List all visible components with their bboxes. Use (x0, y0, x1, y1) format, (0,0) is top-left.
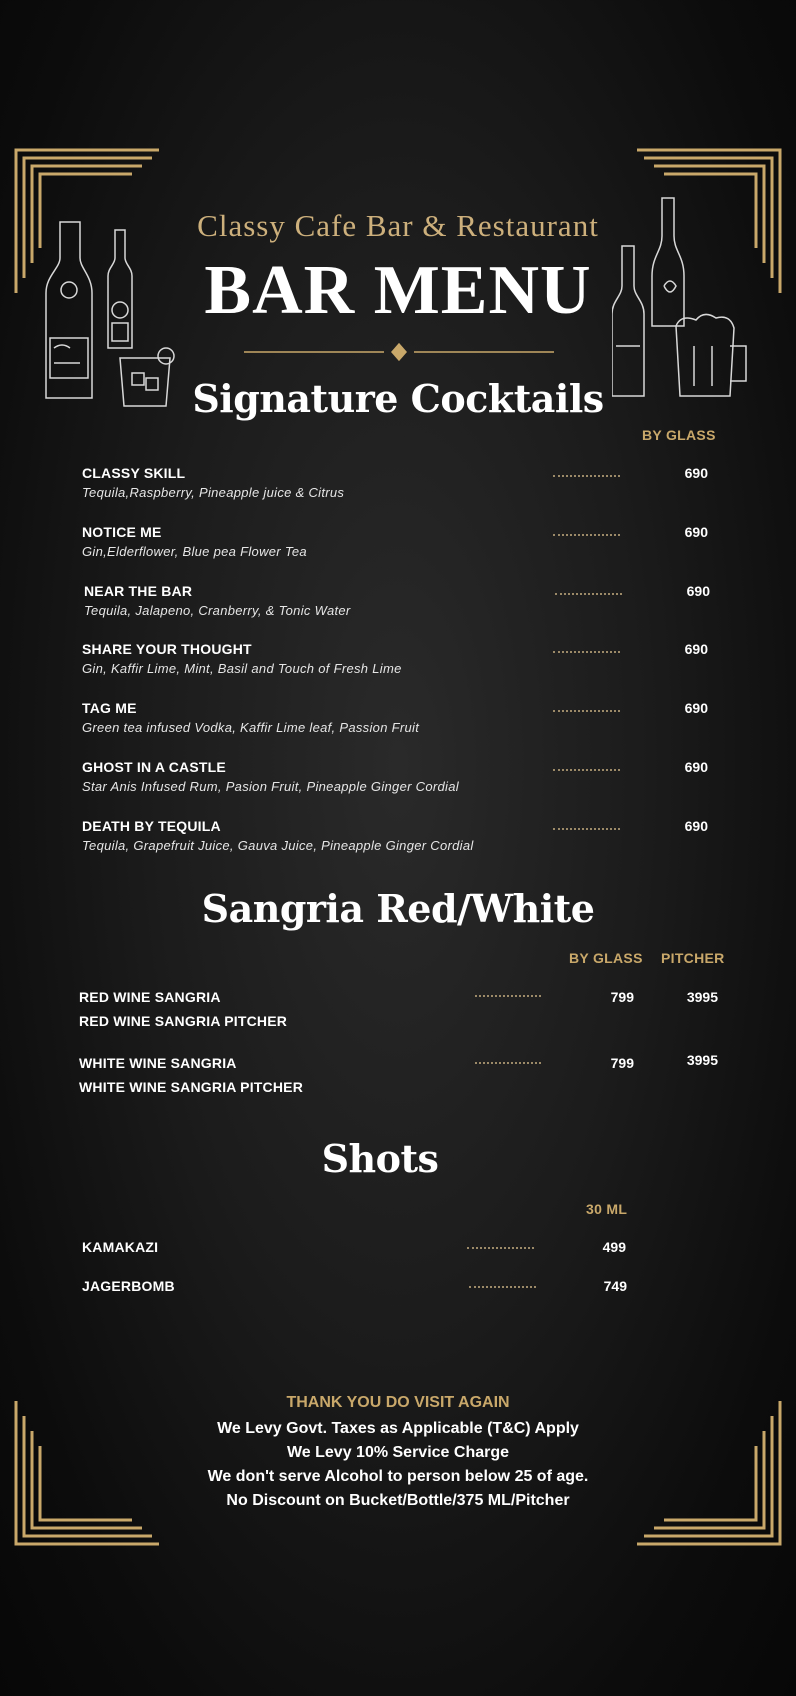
footer-line: We don't serve Alcohol to person below 25 of age. (207, 1468, 589, 1485)
leader-dots (553, 828, 620, 830)
leader-dots (475, 995, 541, 997)
leader-dots (467, 1247, 534, 1249)
section-title-shots: Shots (321, 1136, 439, 1181)
thank-you-note: THANK YOU DO VISIT AGAIN (286, 1394, 510, 1411)
footer-line: We Levy Govt. Taxes as Applicable (T&C) Apply (217, 1420, 579, 1437)
leader-dots (475, 1062, 541, 1064)
leader-dots (469, 1286, 536, 1288)
item-description: Star Anis Infused Rum, Pasion Fruit, Pineapple Ginger Cordial (82, 779, 459, 794)
glass-price: 799 (610, 1055, 634, 1071)
column-header-by-glass: BY GLASS (642, 427, 716, 443)
list-item (82, 465, 344, 500)
item-description: Tequila, Grapefruit Juice, Gauva Juice, Pineapple Ginger Cordial (82, 838, 474, 853)
item-description: Tequila,Raspberry, Pineapple juice & Citrus (82, 485, 345, 500)
item-price: 499 (602, 1239, 626, 1255)
column-header-30ml: 30 ML (586, 1201, 628, 1217)
list-item (79, 989, 287, 1029)
restaurant-name: Classy Cafe Bar & Restaurant (197, 208, 599, 243)
list-item (79, 1055, 303, 1095)
item-description: Green tea infused Vodka, Kaffir Lime leaf, Passion Fruit (82, 720, 420, 735)
item-name: CLASSY SKILL (82, 465, 186, 481)
item-name: RED WINE SANGRIA (79, 989, 221, 1005)
list-item: JAGERBOMB (82, 1278, 175, 1294)
item-price: 749 (603, 1278, 627, 1294)
leader-dots (553, 769, 620, 771)
item-price: 690 (684, 759, 708, 775)
item-subname: WHITE WINE SANGRIA PITCHER (79, 1079, 304, 1095)
item-name: SHARE YOUR THOUGHT (82, 641, 252, 657)
list-item (82, 818, 474, 853)
list-item (82, 641, 402, 676)
column-header-by-glass: BY GLASS (569, 950, 643, 966)
glass-price: 799 (610, 989, 634, 1005)
item-price: 690 (684, 818, 708, 834)
list-item (84, 583, 351, 618)
leader-dots (553, 710, 620, 712)
list-item (82, 759, 459, 794)
page-title: BAR MENU (204, 252, 592, 329)
item-description: Gin, Kaffir Lime, Mint, Basil and Touch of Fresh Lime (82, 661, 402, 676)
item-subname: RED WINE SANGRIA PITCHER (79, 1013, 288, 1029)
item-name: DEATH BY TEQUILA (82, 818, 221, 834)
footer-line: We Levy 10% Service Charge (286, 1444, 510, 1461)
list-item (82, 700, 419, 735)
item-price: 690 (686, 583, 710, 599)
item-description: Gin,Elderflower, Blue pea Flower Tea (82, 544, 307, 559)
divider-ornament-icon (244, 342, 554, 362)
item-name: GHOST IN A CASTLE (82, 759, 226, 775)
leader-dots (553, 475, 620, 477)
item-price: 690 (684, 465, 708, 481)
item-name: NEAR THE BAR (84, 583, 193, 599)
item-name: TAG ME (82, 700, 137, 716)
item-price: 690 (684, 524, 708, 540)
pitcher-price: 3995 (686, 1052, 718, 1068)
item-description: Tequila, Jalapeno, Cranberry, & Tonic Water (84, 603, 351, 618)
footer-line: No Discount on Bucket/Bottle/375 ML/Pitcher (226, 1492, 570, 1509)
leader-dots (553, 651, 620, 653)
leader-dots (555, 593, 622, 595)
item-price: 690 (684, 700, 708, 716)
item-name: NOTICE ME (82, 524, 162, 540)
section-title-cocktails: Signature Cocktails (192, 376, 604, 421)
pitcher-price: 3995 (686, 989, 718, 1005)
column-header-pitcher: PITCHER (661, 950, 725, 966)
leader-dots (553, 534, 620, 536)
list-item: KAMAKAZI (82, 1239, 159, 1255)
section-title-sangria: Sangria Red/White (201, 886, 595, 931)
item-name: WHITE WINE SANGRIA (79, 1055, 237, 1071)
item-price: 690 (684, 641, 708, 657)
list-item (82, 524, 307, 559)
